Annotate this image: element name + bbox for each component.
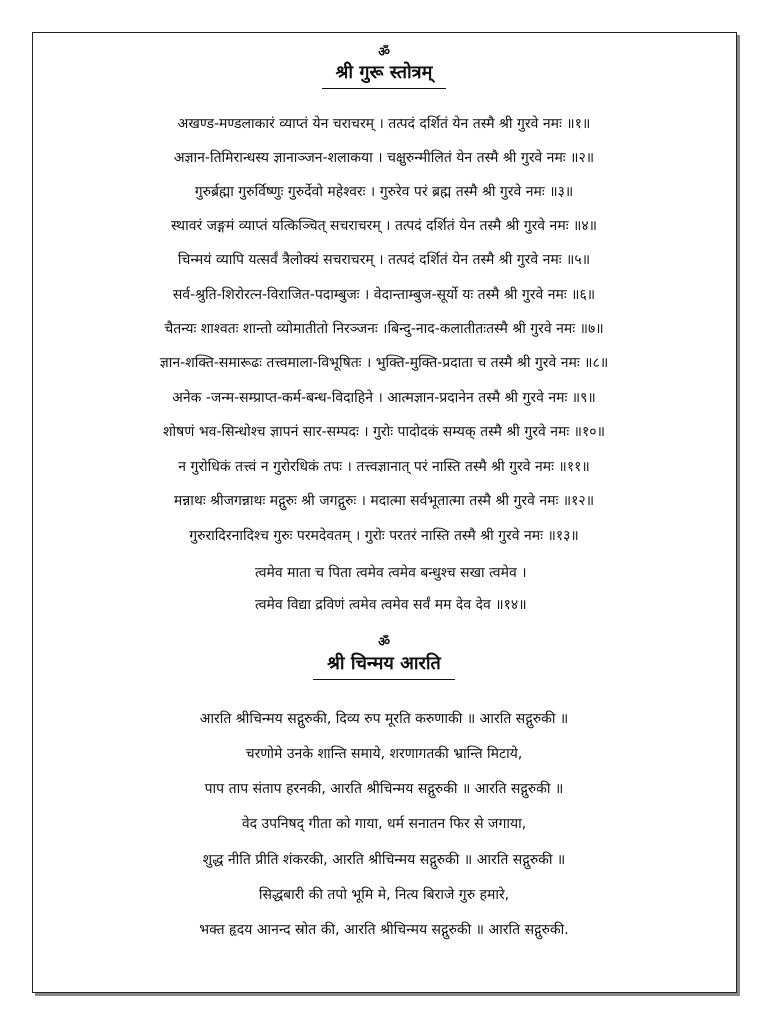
verse-8: ज्ञान-शक्ति-समारूढः तत्त्वमाला-विभूषितः । भुक्ति-मुक्ति-प्रदाता च तस्मै श्री गुरवे नमः ॥८॥ <box>159 355 609 371</box>
verse-13: गुरुरादिरनादिश्च गुरुः परमदेवतम् । गुरोः परतरं नास्ति तस्मै श्री गुरवे नमः ॥१३॥ <box>189 528 579 544</box>
page-border <box>32 32 737 993</box>
verse-7: चैतन्यः शाश्वतः शान्तो व्योमातीतो निरञ्जनः ।बिन्दु-नाद-कलातीतःतस्मै श्री गुरवे नमः ॥७॥ <box>164 321 604 337</box>
verse-5: चिन्मयं व्यापि यत्सर्वं त्रैलोक्यं सचराचरम् । तत्पदं दर्शितं येन तस्मै श्री गुरवे नमः ॥५॥ <box>177 252 591 268</box>
aarti-line-6: सिद्धबारी की तपो भूमि मे, नित्य बिराजे गुरु हमारे, <box>258 887 510 903</box>
aarti-line-3: पाप ताप संताप हरनकी, आरति श्रीचिन्मय सद्गुरुकी ॥ आरति सद्गुरुकी ॥ <box>204 781 564 797</box>
verse-3: गुरुर्ब्रह्मा गुरुर्विष्णुः गुरुर्देवो महेश्वरः । गुरुरेव परं ब्रह्म तस्मै श्री गुरवे नमः ॥३॥ <box>194 184 574 200</box>
verse-1: अखण्ड-मण्डलाकारं व्याप्तं येन चराचरम् । तत्पदं दर्शितं येन तस्मै श्री गुरवे नमः ॥१॥ <box>177 116 591 132</box>
aarti-title <box>0 653 768 680</box>
stotram-title-text: श्री गुरू स्तोत्रम् <box>322 62 447 89</box>
verse-12: मन्नाथः श्रीजगन्नाथः मद्गुरुः श्री जगद्गुरुः । मदात्मा सर्वभूतात्मा तस्मै श्री गुरवे नमः ॥१२॥ <box>173 493 595 509</box>
verse-11: न गुरोधिकं तत्त्वं न गुरोरधिकं तपः । तत्त्वज्ञानात् परं नास्ति तस्मै श्री गुरवे नमः ॥११॥ <box>178 459 590 475</box>
verse-2: अज्ञान-तिमिरान्धस्य ज्ञानाञ्जन-शलाकया । चक्षुरुन्मीलितं येन तस्मै श्री गुरवे नमः ॥२॥ <box>173 150 595 166</box>
aarti-line-4: वेद उपनिषद् गीता को गाया, धर्म सनातन फिर से जगाया, <box>241 816 527 832</box>
om-symbol: ॐ <box>378 635 390 650</box>
verse-6: सर्व-श्रुति-शिरोरत्न-विराजित-पदाम्बुजः । वेदान्ताम्बुज-सूर्यो यः तस्मै श्री गुरवे नमः ॥६॥ <box>172 287 596 303</box>
verse-14-line-2: त्वमेव विद्या द्रविणं त्वमेव त्वमेव सर्वं मम देव देव ॥१४॥ <box>255 597 527 613</box>
aarti-line-5: शुद्ध नीति प्रीति शंकरकी, आरति श्रीचिन्मय सद्गुरुकी ॥ आरति सद्गुरुकी ॥ <box>202 852 566 868</box>
verse-14-line-1: त्वमेव माता च पिता त्वमेव त्वमेव बन्धुश्च सखा त्वमेव । <box>255 565 527 581</box>
aarti-line-7: भक्त हृदय आनन्द स्रोत की, आरति श्रीचिन्मय सद्गुरुकी ॥ आरति सद्गुरुकी. <box>199 922 569 938</box>
aarti-title-text: श्री चिन्मय आरति <box>313 653 455 680</box>
aarti-line-2: चरणोमे उनके शान्ति समाये, शरणागतकी भ्रान्ति मिटाये, <box>245 746 523 762</box>
stotram-title <box>0 62 768 89</box>
verse-4: स्थावरं जङ्गमं व्याप्तं यत्किञ्चित् सचराचरम् । तत्पदं दर्शितं येन तस्मै श्री गुरवे नमः ॥४॥ <box>170 218 598 234</box>
verse-10: शोषणं भव-सिन्धोश्च ज्ञापनं सार-सम्पदः । गुरोः पादोदकं सम्यक् तस्मै श्री गुरवे नमः ॥१०॥ <box>163 424 605 440</box>
om-symbol: ॐ <box>378 45 390 60</box>
aarti-line-1: आरति श्रीचिन्मय सद्गुरुकी, दिव्य रुप मूरति करुणाकी ॥ आरति सद्गुरुकी ॥ <box>199 711 569 727</box>
verse-9: अनेक -जन्म-सम्प्राप्त-कर्म-बन्ध-विदाहिने । आत्मज्ञान-प्रदानेन तस्मै श्री गुरवे नमः ॥९॥ <box>172 390 596 406</box>
